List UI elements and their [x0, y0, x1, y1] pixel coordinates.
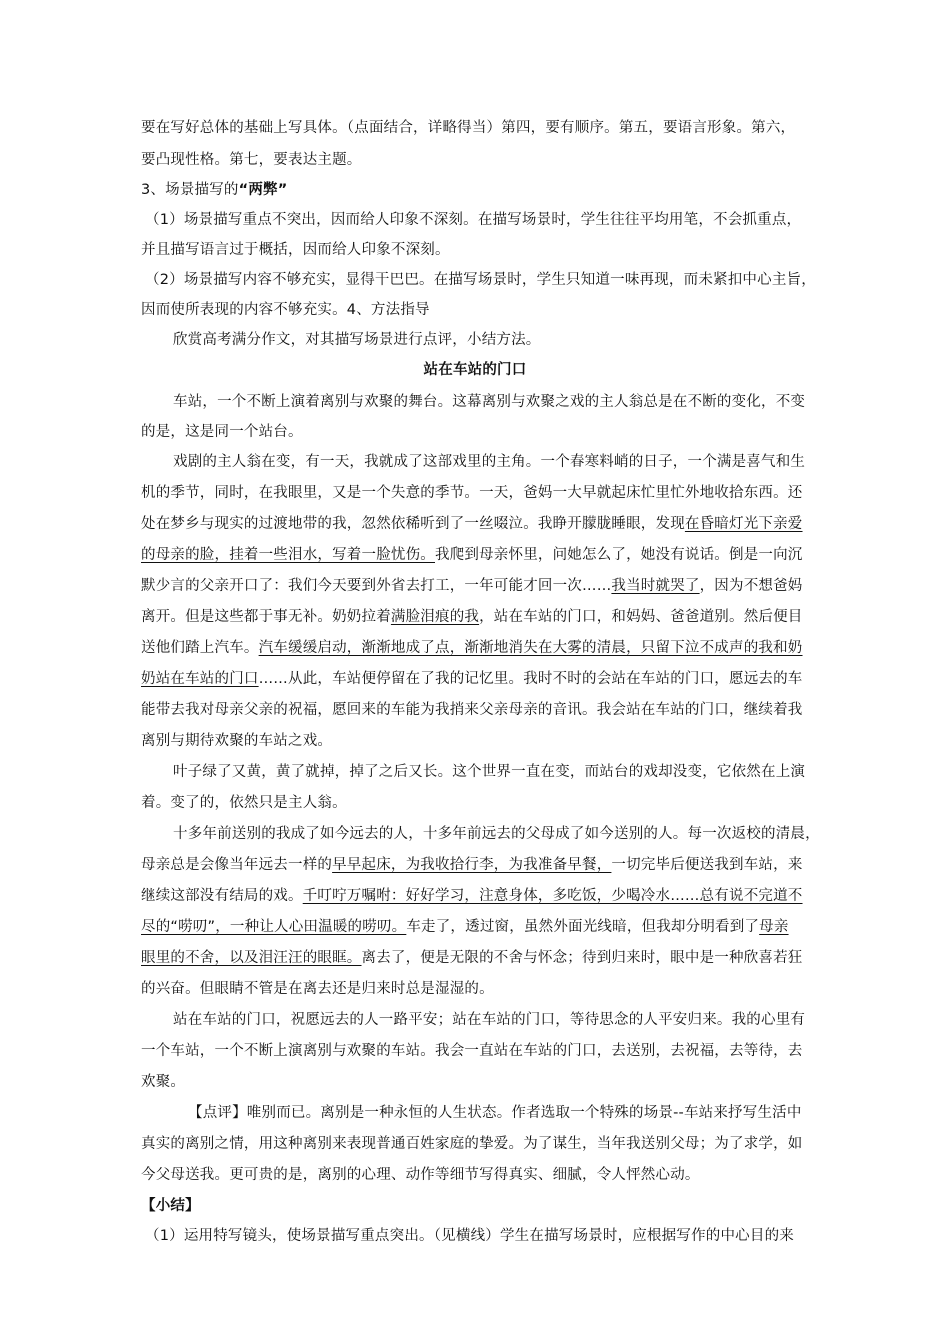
underlined-phrase: 千叮咛万嘱咐：好好学习，注意身体，多吃饭，少喝冷水……总有说不完道不: [302, 888, 803, 904]
text-run: 默少言的父亲开口了：我们今天要到外省去打工，一年可能才回一次……: [141, 578, 612, 594]
text-run: ，站在车站的门口，和妈妈、爸爸道别。然后便目: [479, 609, 803, 625]
section-3-p2-line-2: 因而使所表现的内容不够充实。4、方法指导: [141, 302, 430, 318]
text-run: 车走了，透过窗，虽然外面光线暗，但我却分明看到了: [406, 919, 760, 935]
underlined-phrase: 满脸泪痕的我: [390, 609, 480, 625]
essay-p2-line-8: [141, 669, 803, 689]
essay-p2-line-2: 机的季节，同时，在我眼里，又是一个失意的季节。一天，爸妈一大早就起床忙里忙外地收拾东西。还: [141, 485, 803, 501]
summary-heading: 【小结】: [141, 1198, 200, 1214]
underlined-phrase: 汽车缓缓启动，渐渐地成了点，渐渐地消失在大雾的清晨，只留下泣不成声的我和奶: [258, 640, 803, 656]
underlined-phrase: 我当时就哭了: [611, 578, 700, 594]
method-line: 欣赏高考满分作文，对其描写场景进行点评，小结方法。: [173, 332, 541, 348]
essay-p5-line-1: 站在车站的门口，祝愿远去的人一路平安；站在车站的门口，等待思念的人平安归来。我的心里有: [173, 1012, 806, 1028]
section-3-heading-bold: “两弊”: [238, 182, 288, 198]
section-3-p1-line-2: 并且描写语言过于概括，因而给人印象不深刻。: [141, 242, 450, 258]
text-run: 离开。但是这些都于事无补。奶奶拉着: [141, 609, 391, 625]
essay-p2-line-9: 能带去我对母亲父亲的祝福，愿回来的车能为我捎来父亲母亲的音讯。我会站在车站的门口，继续着我: [141, 702, 803, 718]
essay-p2-line-10: 离别与期待欢聚的车站之戏。: [141, 733, 333, 749]
intro-line-2: 要凸现性格。第七，要表达主题。: [141, 152, 362, 168]
text-run: 我爬到母亲怀里，问她怎么了，她没有说话。倒是一向沉: [435, 547, 803, 563]
essay-p5-line-2: 一个车站，一个不断上演离别与欢聚的车站。我会一直站在车站的门口，去送别，去祝福，去等待，去: [141, 1043, 803, 1059]
essay-p3-line-2: 着。变了的，依然只是主人翁。: [141, 795, 347, 811]
intro-line-1: 要在写好总体的基础上写具体。（点面结合，详略得当）第四，要有顺序。第五，要语言形象。第六，: [141, 120, 796, 136]
essay-p4-line-5: [141, 948, 803, 968]
essay-p2-line-5: [141, 576, 803, 596]
section-3-p1-line-1: （1）场景描写重点不突出，因而给人印象不深刻。在描写场景时，学生往往平均用笔，不会抓重点，: [145, 212, 802, 228]
comment-line-3: 今父母送我。更可贵的是，离别的心理、动作等细节写得真实、细腻，令人怦然心动。: [141, 1167, 700, 1183]
section-3-heading-prefix: 3、场景描写的: [141, 182, 239, 198]
section-3-p2-line-1: （2）场景描写内容不够充实，显得干巴巴。在描写场景时，学生只知道一味再现，而未紧扣中心主旨，: [145, 272, 816, 288]
essay-p4-line-1: 十多年前送别的我成了如今远去的人，十多年前远去的父母成了如今送别的人。每一次返校的清晨，: [173, 826, 820, 842]
text-run: 一切完毕后便送我到车站，来: [611, 857, 803, 873]
text-run: 母亲总是会像当年远去一样的: [141, 857, 333, 873]
essay-title: 站在车站的门口: [423, 362, 527, 378]
essay-p2-line-3: [141, 514, 803, 534]
essay-p2-line-1: 戏剧的主人翁在变，有一天，我就成了这部戏里的主角。一个春寒料峭的日子，一个满是喜气和生: [173, 454, 806, 470]
underlined-phrase: 眼里的不舍，以及泪汪汪的眼眶。: [141, 950, 362, 966]
essay-p2-line-6: [141, 607, 803, 627]
underlined-phrase: 尽的“唠叨”，一种让人心田温暖的唠叨。: [141, 919, 407, 935]
underlined-phrase: 奶站在车站的门口: [141, 671, 259, 687]
underlined-phrase: 早早起床，为我收拾行李，为我准备早餐，: [332, 857, 612, 873]
essay-p4-line-4: [141, 917, 789, 937]
underlined-phrase: 的母亲的脸，挂着一些泪水，写着一脸忧伤。: [141, 547, 435, 563]
comment-line-2: 真实的离别之情，用这种离别来表现普通百姓家庭的挚爱。为了谋生，当年我送别父母；为了求学，如: [141, 1136, 803, 1152]
essay-p4-line-3: [141, 886, 803, 906]
summary-item-1: （1）运用特写镜头，使场景描写重点突出。（见横线）学生在描写场景时，应根据写作的中心目的来: [145, 1228, 794, 1244]
essay-p3-line-1: 叶子绿了又黄，黄了就掉，掉了之后又长。这个世界一直在变，而站台的戏却没变，它依然在上演: [173, 764, 806, 780]
text-run: 送他们踏上汽车。: [141, 640, 259, 656]
essay-p2-line-4: [141, 545, 803, 565]
text-run: ，因为不想爸妈: [699, 578, 803, 594]
essay-p4-line-6: 的兴奋。但眼睛不管是在离去还是归来时总是湿湿的。: [141, 981, 494, 997]
text-run: 离去了，便是无限的不舍与怀念；待到归来时，眼中是一种欣喜若狂: [361, 950, 803, 966]
underlined-phrase: 母亲: [759, 919, 789, 935]
essay-p4-line-2: [141, 855, 803, 875]
essay-p2-line-7: [141, 638, 803, 658]
text-run: 处在梦乡与现实的过渡地带的我，忽然依稀听到了一丝啜泣。我睁开朦胧睡眼，发现: [141, 516, 685, 532]
section-3-heading: [141, 180, 287, 200]
essay-p1-line-2: 的是，这是同一个站台。: [141, 424, 303, 440]
text-run: 继续这部没有结局的戏。: [141, 888, 303, 904]
text-run: ……从此，车站便停留在了我的记忆里。我时不时的会站在车站的门口，愿远去的车: [258, 671, 803, 687]
underlined-phrase: 在昏暗灯光下亲爱: [684, 516, 803, 532]
essay-p1-line-1: 车站，一个不断上演着离别与欢聚的舞台。这幕离别与欢聚之戏的主人翁总是在不断的变化，不变: [173, 394, 806, 410]
essay-p5-line-3: 欢聚。: [141, 1074, 186, 1090]
comment-line-1: 【点评】唯别而已。离别是一种永恒的人生状态。作者选取一个特殊的场景--车站来抒写生活中: [188, 1105, 802, 1121]
